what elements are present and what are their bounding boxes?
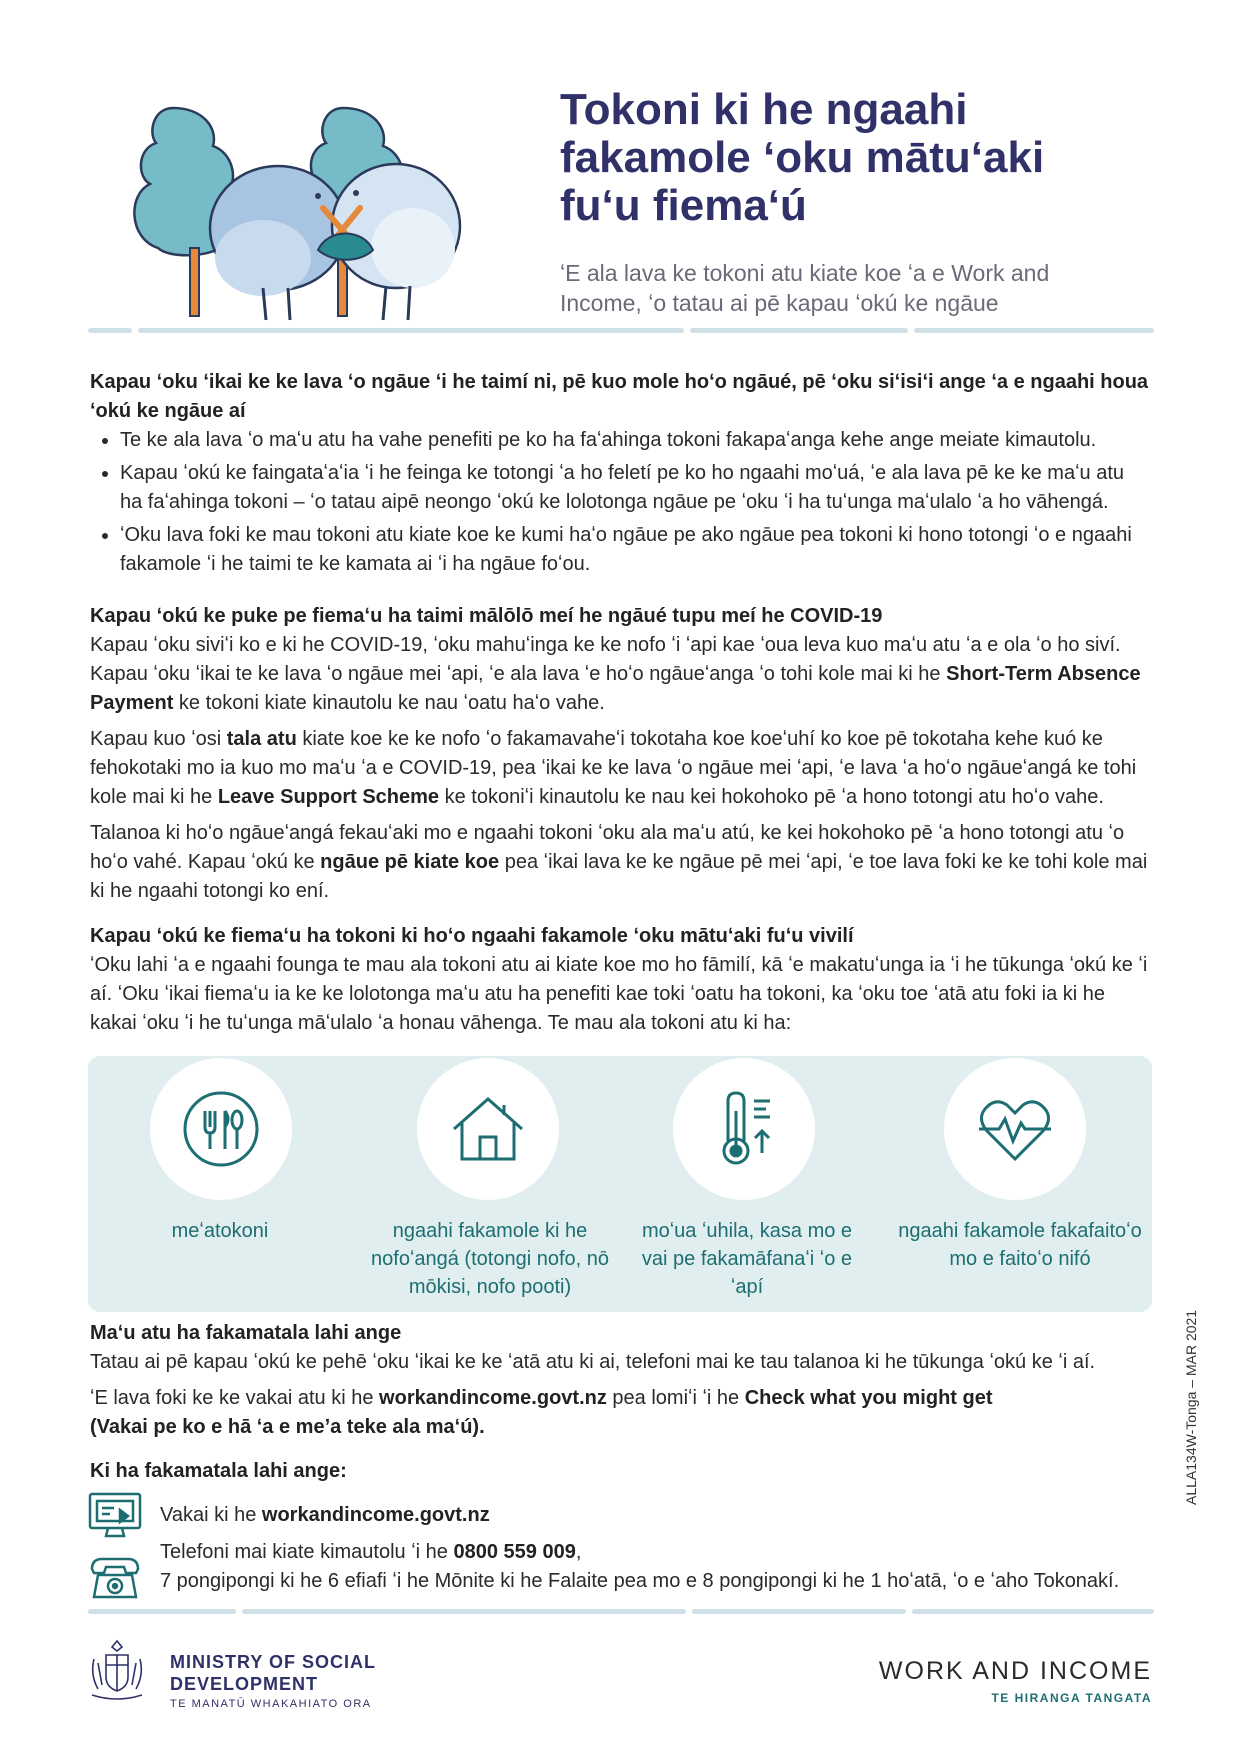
icon-circle [150, 1058, 292, 1200]
phone-number[interactable]: 0800 559 009 [453, 1541, 576, 1563]
paragraph: ʻOku lahi ʻa e ngaahi founga te mau ala tokoni atu ai kiate koe mo ho fāmilí, kā ʻe makatuʻunga ia ʻi he tūkunga ʻokú ke ʻi aí. ʻOku ʻikai fiemaʻu ia ke ke lolotonga maʻu atu ha penefiti kae toki ʻoatu ha tokoni, ka ʻoku toe ʻatā atu foki ia ki he kakai ʻoku ʻi he tuʻunga māʻulalo ʻa honau vāhenga. Te mau ala tokoni atu ki ha: [90, 954, 1148, 1034]
website-link[interactable]: workandincome.govt.nz [261, 1504, 490, 1526]
divider [138, 328, 684, 333]
paragraph: Tatau ai pē kapau ʻokú ke pehē ʻoku ʻikai ke ke ʻatā atu ki ai, telefoni mai ke tau talanoa ki he tūkunga ʻokú ke ʻi aí. [90, 1351, 1096, 1373]
work-and-income-maori: TE HIRANGA TANGATA [991, 1691, 1152, 1705]
cutlery-icon [181, 1089, 261, 1169]
divider [88, 1609, 236, 1614]
bullet-list [90, 426, 1150, 579]
paragraph: Kapau kuo ʻosi tala atu kiate koe ke ke nofo ʻo fakamavaheʻi tokotaha koe koeʻuhí ko koe pē tokotaha kehe kuó ke fehokotaki mo ia kuo mo maʻu ʻa e COVID-19, pea ʻikai ke ke lava ʻo ngāue mei ʻapi, ʻe lava ʻa hoʻo ngāueʻangá ke tohi kole mai ki he Leave Support Scheme ke tokoniʻi kinautolu ke nau kei hokohoko pē ʻa hono totongi atu hoʻo vahe. [90, 728, 1137, 808]
coat-of-arms-icon [88, 1639, 146, 1703]
divider [690, 328, 908, 333]
section-heading: Maʻu atu ha fakamatala lahi ange [90, 1322, 402, 1344]
thermometer-icon [704, 1089, 784, 1169]
document-code: ALLA134W-Tonga – MAR 2021 [1183, 1309, 1199, 1505]
icon-circle [417, 1058, 559, 1200]
divider [88, 328, 132, 333]
page-subtitle: ʻE ala lava ke tokoni atu kiate koe ʻa e Work and Income, ʻo tatau ai pē kapau ʻokú ke ngāue [560, 260, 1050, 316]
list-item: • ʻOku lava foki ke mau tokoni atu kiate koe ke kumi haʻo ngāue pe ako ngāue pea tokoni ki hono totongi ʻo e ngaahi fakamole ʻi he taimi te ke kamata ai ʻi ha ngāue foʻou. [120, 521, 1150, 579]
work-and-income-logo: WORK AND INCOME [878, 1657, 1152, 1685]
msd-maori-name: TE MANATŪ WHAKAHIATO ORA [170, 1698, 372, 1710]
divider [912, 1609, 1154, 1614]
icon-label: moʻua ʻuhila, kasa mo e vai pe fakamāfanaʻi ʻo e ʻapí [641, 1220, 853, 1298]
divider [914, 328, 1154, 333]
msd-logo-text: MINISTRY OF SOCIAL DEVELOPMENT [170, 1652, 377, 1694]
page-title: Tokoni ki he ngaahi fakamole ʻoku mātuʻaki fuʻu fiemaʻú [560, 85, 1045, 230]
house-icon [448, 1089, 528, 1169]
costs-section [90, 922, 1150, 1045]
website-link[interactable]: workandincome.govt.nz [379, 1387, 607, 1409]
icon-label: meʻatokoni [171, 1220, 269, 1242]
icon-circle [944, 1058, 1086, 1200]
divider [242, 1609, 686, 1614]
computer-icon [88, 1492, 142, 1540]
paragraph: Talanoa ki hoʻo ngāueʻangá fekauʻaki mo e ngaahi tokoni ʻoku ala maʻu atú, ke kei hokohoko pē ʻa hono totongi atu ʻo hoʻo vahé. Kapau ʻokú ke ngāue pē kiate koe pea ʻikai lava ke ke ngāue pē mei ʻapi, ʻe toe lava foki ke ke tohi kole mai ki he ngaahi totongi ko ení. [90, 822, 1148, 902]
section-heading: Kapau ʻoku ʻikai ke ke lava ʻo ngāue ʻi he taimí ni, pē kuo mole hoʻo ngāué, pē ʻoku siʻisiʻi ange ʻa e ngaahi houa ʻokú ke ngāue aí [90, 371, 1149, 422]
section-heading: Kapau ʻokú ke fiemaʻu ha tokoni ki hoʻo ngaahi fakamole ʻoku mātuʻaki fuʻu vivilí [90, 925, 854, 947]
section-heading: Kapau ʻokú ke puke pe fiemaʻu ha taimi mālōlō meí he ngāué tupu meí he COVID-19 [90, 605, 883, 627]
kiwi-trees-illustration [128, 98, 528, 334]
main-content [90, 368, 1150, 587]
covid-section [90, 602, 1150, 913]
contact-heading: Ki ha fakamatala lahi ange: [90, 1460, 347, 1482]
list-item: • Te ke ala lava ʻo maʻu atu ha vahe penefiti pe ko ha faʻahinga tokoni fakapaʻanga kehe ange meiate kimautolu. [120, 426, 1150, 455]
paragraph: Kapau ʻoku siviʻi ko e ki he COVID-19, ʻoku mahuʻinga ke ke nofo ʻi ʻapi kae ʻoua leva kuo maʻu atu ʻa e ola ʻo ho siví. Kapau ʻoku ʻikai te ke lava ʻo ngāue mei ʻapi, ʻe ala lava ʻe hoʻo ngāueʻanga ʻo tohi kole mai ki he Short-Term Absence Payment ke tokoni kiate kinautolu ke nau ʻoatu haʻo vahe. [90, 634, 1141, 714]
divider [692, 1609, 906, 1614]
icon-circle [673, 1058, 815, 1200]
website-contact: Vakai ki he workandincome.govt.nz [160, 1504, 490, 1526]
list-item: • Kapau ʻokú ke faingataʻaʻia ʻi he feinga ke totongi ʻa ho feletí pe ko ho ngaahi moʻuá, ʻe ala lava pē ke ke maʻu atu ha faʻahinga tokoni – ʻo tatau aipē neongo ʻokú ke lolotonga ngāue pe ʻoku ʻi ha tuʻunga maʻulalo ʻa ho vāhengá. [120, 459, 1150, 517]
paragraph: ʻE lava foki ke ke vakai atu ki he workandincome.govt.nz pea lomiʻi ʻi he Check what you might get (Vakai pe ko e hā ʻa e meʼa teke ala maʻú). [90, 1387, 993, 1438]
telephone-icon [88, 1553, 142, 1601]
icon-label: ngaahi fakamole ki he nofoʻangá (totongi nofo, nō mōkisi, nofo pooti) [371, 1220, 609, 1298]
heart-pulse-icon [975, 1089, 1055, 1169]
icon-label: ngaahi fakamole fakafaitoʻo mo e faitoʻo nifó [898, 1220, 1142, 1270]
more-info-section [90, 1319, 1150, 1449]
phone-contact: Telefoni mai kiate kimautolu ʻi he 0800 559 009, 7 pongipongi ki he 6 efiafi ʻi he Mōnite ki he Falaite pea mo e 8 pongipongi ki he 1 hoʻatā, ʻo e ʻaho Tokonakí. [160, 1541, 1120, 1592]
